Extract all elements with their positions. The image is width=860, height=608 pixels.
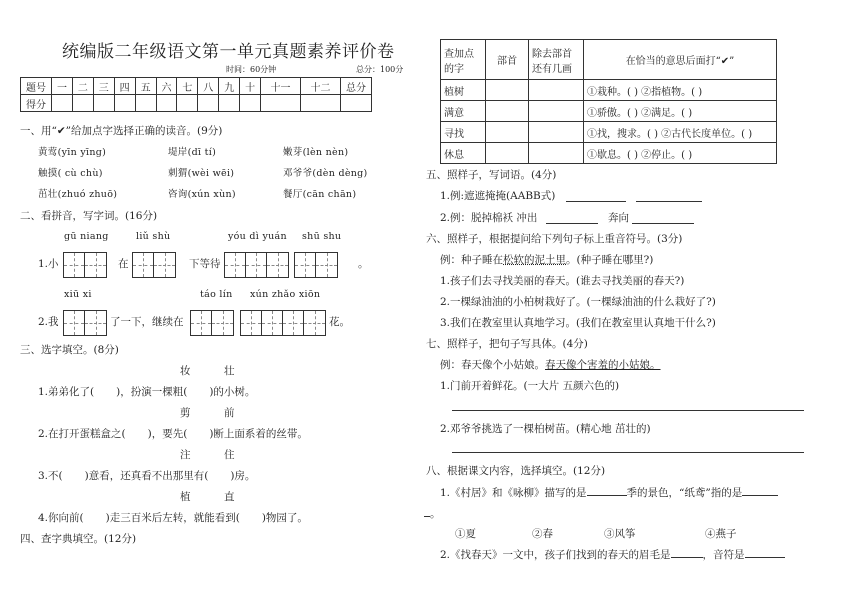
pinyin-prompt: yóu dì yuán [228, 231, 287, 242]
q1-item[interactable]: 黄莺(yīn yīng) [38, 147, 107, 158]
q8-s1-end: 。 [424, 509, 441, 520]
q6-item[interactable]: 2.一棵绿油油的小柏树栽好了。(一棵绿油油的什么栽好了?) [440, 296, 716, 308]
dict-word: 满意 [441, 101, 486, 122]
q7-example: 例：春天像个小姑娘。春天像个害羞的小姑娘。 [440, 359, 661, 371]
dict-word: 植树 [441, 80, 486, 101]
q8-option[interactable]: ①夏 [455, 528, 476, 540]
answer-line[interactable] [566, 201, 626, 202]
score-table [20, 77, 372, 112]
q3-item: 4.你向前( )走三百米后左转，就能看到( )物园了。 [38, 512, 308, 524]
dict-header: 部首 [486, 40, 529, 80]
score-input-cell[interactable] [135, 95, 156, 112]
q3-char-choice: 直 [224, 491, 235, 503]
char-grid[interactable] [294, 252, 338, 278]
answer-blank[interactable] [587, 495, 627, 496]
score-header-cell: 四 [114, 78, 135, 95]
score-input-cell[interactable] [93, 95, 114, 112]
dict-strokes-cell[interactable] [529, 101, 584, 122]
score-header-cell: 题号 [21, 78, 52, 95]
answer-line[interactable] [452, 410, 804, 411]
q1-item[interactable]: 茁壮(zhuó zhuō) [38, 189, 118, 200]
q8-option[interactable]: ④燕子 [705, 528, 737, 540]
pinyin-prompt: liǔ shù [136, 231, 171, 242]
dict-word: 寻找 [441, 122, 486, 143]
q3-char-choice: 妆 [180, 365, 191, 377]
q2-s2-text: 花。 [329, 316, 350, 328]
q2-s2-text: 了一下，继续在 [110, 316, 184, 328]
answer-blank[interactable] [742, 495, 778, 496]
q4-title: 四、查字典填空。(12分) [20, 533, 137, 545]
q6-item[interactable]: 3.我们在教室里认真地学习。(我们在教室里认真地干什么?) [440, 317, 716, 329]
q5-example-1: 1.例:遮遮掩掩(AABB式) [440, 190, 556, 202]
char-grid[interactable] [240, 310, 326, 336]
dict-header: 除去部首还有几画 [529, 40, 584, 80]
dict-strokes-cell[interactable] [529, 143, 584, 164]
dict-radical-cell[interactable] [486, 143, 529, 164]
q3-char-choice: 注 [180, 449, 191, 461]
pinyin-prompt: xiū xi [64, 289, 92, 300]
page-title: 统编版二年级语文第一单元真题素养评价卷 [62, 42, 395, 62]
score-header-cell: 三 [93, 78, 114, 95]
q8-option[interactable]: ②春 [532, 528, 553, 540]
answer-line[interactable] [452, 452, 804, 453]
q2-s1-text: 在 [118, 258, 129, 270]
q5-example-2b: 奔向 [608, 212, 629, 224]
score-header-cell: 总分 [341, 78, 372, 95]
char-grid[interactable] [63, 310, 107, 336]
q5-example-2: 2.例：脱掉棉袄 冲出 [440, 212, 538, 224]
q1-item[interactable]: 刺猬(wèi wēi) [168, 168, 235, 179]
answer-line[interactable] [636, 201, 702, 202]
q1-item[interactable]: 邓爷爷(dèn dèng) [283, 168, 368, 179]
pinyin-prompt: shū shu [302, 231, 342, 242]
char-grid[interactable] [63, 252, 107, 278]
score-input-cell[interactable] [240, 95, 261, 112]
score-header-cell: 六 [156, 78, 177, 95]
q1-item[interactable]: 嫩芽(lèn nèn) [283, 147, 349, 158]
score-header-cell: 十二 [300, 78, 340, 95]
score-input-cell[interactable] [114, 95, 135, 112]
answer-line[interactable] [546, 223, 598, 224]
q2-title: 二、看拼音，写字词。(16分) [20, 210, 158, 222]
score-row-label: 得分 [21, 95, 52, 112]
pinyin-prompt: xún zhǎo xiōn [250, 289, 321, 300]
score-input-cell[interactable] [52, 95, 73, 112]
q6-example: 例：种子睡在松软的泥土里。(种子睡在哪里?) [440, 254, 654, 266]
dictionary-table [440, 39, 777, 164]
exam-total-score: 总分：100分 [356, 65, 404, 74]
score-header-cell: 五 [135, 78, 156, 95]
score-header-cell: 九 [219, 78, 240, 95]
score-input-cell[interactable] [177, 95, 198, 112]
dict-header: 查加点的字 [441, 40, 486, 80]
char-grid[interactable] [190, 310, 234, 336]
score-input-cell[interactable] [156, 95, 177, 112]
q3-char-choice: 壮 [224, 365, 235, 377]
q3-item: 3.不( )意看，还真看不出那里有( )房。 [38, 470, 256, 482]
dict-meanings[interactable]: ①歇息。( ) ②停止。( ) [584, 143, 777, 164]
dict-radical-cell[interactable] [486, 80, 529, 101]
dict-word: 休息 [441, 143, 486, 164]
answer-blank[interactable] [745, 557, 785, 558]
q2-s1-text: 下等待 [189, 258, 221, 270]
score-input-cell[interactable] [198, 95, 219, 112]
dict-radical-cell[interactable] [486, 101, 529, 122]
score-input-cell[interactable] [341, 95, 372, 112]
q1-item[interactable]: 触摸( cù chù) [38, 168, 103, 179]
q7-title: 七、照样子，把句子写具体。(4分) [426, 338, 588, 350]
dict-meanings[interactable]: ①栽种。( ) ②指植物。( ) [584, 80, 777, 101]
score-input-cell[interactable] [261, 95, 301, 112]
q7-item: 2.邓爷爷挑选了一棵柏树苗。(精心地 茁壮的) [440, 423, 651, 435]
answer-blank[interactable] [671, 557, 703, 558]
score-header-cell: 二 [72, 78, 93, 95]
q3-char-choice: 住 [224, 449, 235, 461]
q8-s1: 1.《村居》和《咏柳》描写的是 季的景色，“纸鸢”指的是 [440, 488, 778, 499]
q3-char-choice: 剪 [180, 407, 191, 419]
score-header-cell: 八 [198, 78, 219, 95]
q8-s2: 2.《找春天》一文中，孩子们找到的春天的眉毛是 ，音符是 [440, 550, 785, 561]
q1-item[interactable]: 餐厅(cān chān) [283, 189, 357, 200]
q6-item[interactable]: 1.孩子们去寻找美丽的春天。(谁去寻找美丽的春天?) [440, 275, 685, 287]
score-input-cell[interactable] [219, 95, 240, 112]
q3-item: 2.在打开蛋糕盒之( )，要先( )断上面系着的丝带。 [38, 428, 308, 440]
q2-s1-text: 1.小 [38, 258, 59, 270]
score-header-cell: 一 [52, 78, 73, 95]
char-grid[interactable] [224, 252, 289, 278]
q3-title: 三、选字填空。(8分) [20, 344, 119, 356]
dict-strokes-cell[interactable] [529, 80, 584, 101]
q2-s2-text: 2.我 [38, 316, 59, 328]
q1-item[interactable]: 堤岸(dī tí) [168, 147, 217, 158]
q1-item[interactable]: 咨询(xún xùn) [168, 189, 236, 200]
q5-title: 五、照样子，写词语。(4分) [426, 169, 557, 181]
q3-char-choice: 植 [180, 491, 191, 503]
dict-radical-cell[interactable] [486, 122, 529, 143]
dict-meanings[interactable]: ①找，搜求。( ) ②古代长度单位。( ) [584, 122, 777, 143]
q3-item: 1.弟弟化了( )，扮演一棵粗( )的小树。 [38, 386, 256, 398]
stress-marked-phrase: 松软的泥土里 [503, 254, 566, 266]
q7-item: 1.门前开着鲜花。(一大片 五颜六色的) [440, 380, 620, 392]
q6-title: 六、照样子，根据提问给下列句子标上重音符号。(3分) [426, 233, 683, 245]
q1-title: 一、用“✔”给加点字选择正确的读音。(9分) [20, 125, 223, 137]
q8-title: 八、根据课文内容，选择填空。(12分) [426, 465, 606, 477]
score-input-cell[interactable] [72, 95, 93, 112]
q2-s1-text: 。 [358, 258, 369, 270]
answer-line[interactable] [632, 223, 694, 224]
pinyin-prompt: gū niang [64, 231, 109, 242]
score-header-cell: 十 [240, 78, 261, 95]
q3-char-choice: 前 [224, 407, 235, 419]
dict-meanings[interactable]: ①骄傲。( ) ②满足。( ) [584, 101, 777, 122]
score-input-cell[interactable] [300, 95, 340, 112]
char-grid[interactable] [132, 252, 176, 278]
q8-option[interactable]: ③风筝 [604, 528, 636, 540]
exam-time: 时间：60分钟 [226, 65, 277, 74]
pinyin-prompt: táo lín [200, 289, 233, 300]
dict-strokes-cell[interactable] [529, 122, 584, 143]
score-header-cell: 七 [177, 78, 198, 95]
dict-header: 在恰当的意思后面打“✔” [584, 40, 777, 80]
score-header-cell: 十一 [261, 78, 301, 95]
